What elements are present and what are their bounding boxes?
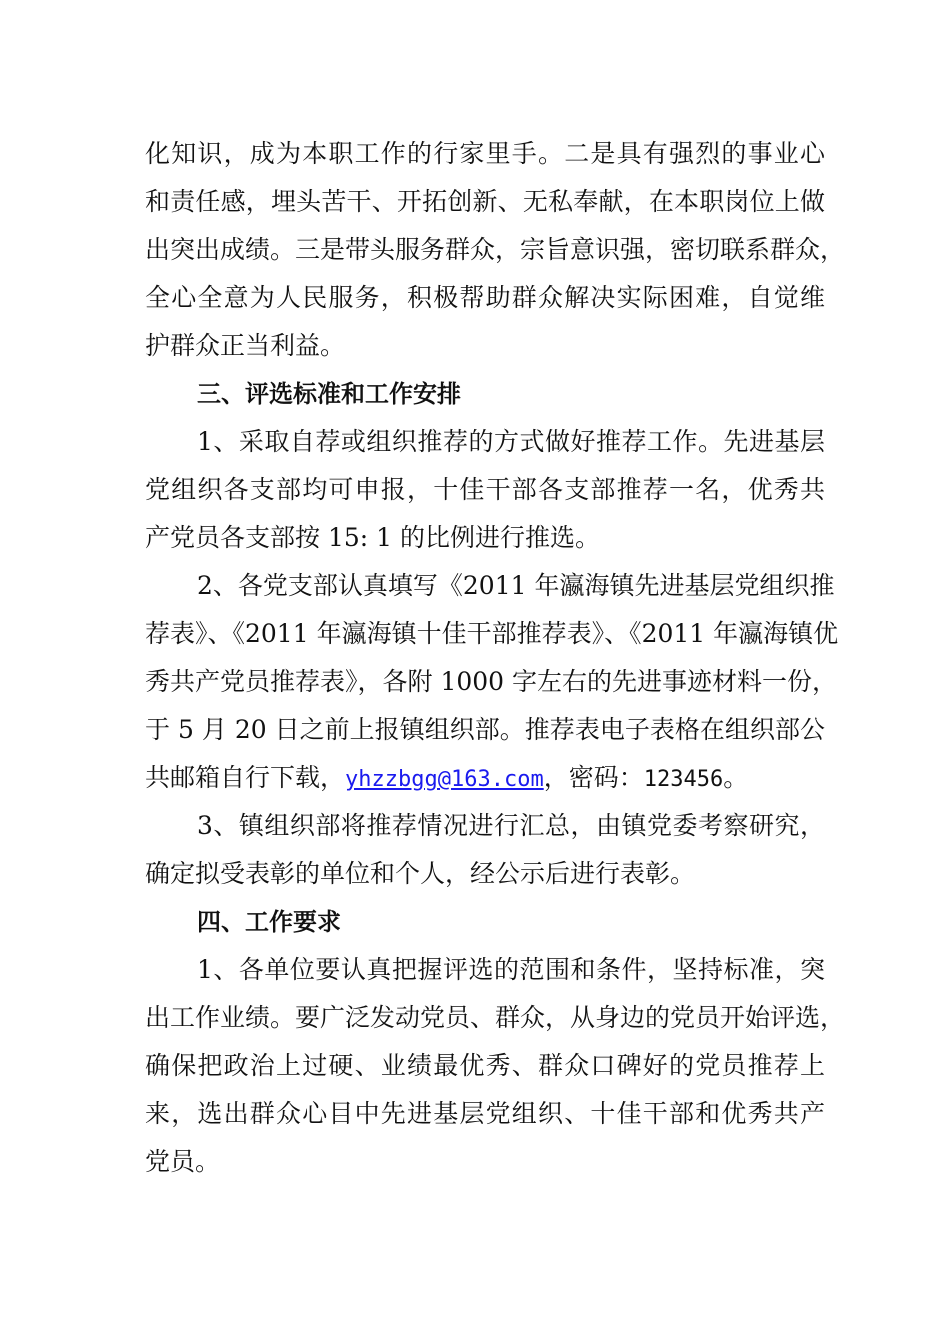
text-line: 3、镇组织部将推荐情况进行汇总，由镇党委考察研究，: [197, 811, 825, 840]
sentence-end: 。: [723, 763, 749, 792]
text-line: 全心全意为人民服务，积极帮助群众解决实际困难，自觉维: [145, 283, 825, 312]
text-line: 和责任感，埋头苦干、开拓创新、无私奉献，在本职岗位上做: [145, 187, 825, 216]
paragraph-item-3: [145, 802, 825, 898]
text-line: 2、各党支部认真填写《2011 年瀛海镇先进基层党组织推: [197, 571, 835, 600]
email-prefix-text: 共邮箱自行下载，: [145, 763, 346, 792]
text-line: 来，选出群众心目中先进基层党组织、十佳干部和优秀共产: [145, 1099, 825, 1128]
password-label: ，密码：: [543, 763, 644, 792]
password-value: 123456: [643, 767, 724, 792]
text-line: 化知识，成为本职工作的行家里手。二是具有强烈的事业心: [145, 139, 825, 168]
text-line: 护群众正当利益。: [145, 331, 346, 360]
text-line: 1、采取自荐或组织推荐的方式做好推荐工作。先进基层: [197, 427, 825, 456]
text-line: 党员。: [145, 1147, 221, 1176]
text-line: 产党员各支部按 15: 1 的比例进行推选。: [145, 523, 600, 552]
section-heading-4: 四、工作要求: [197, 908, 341, 936]
text-line: 1、各单位要认真把握评选的范围和条件，坚持标准，突: [197, 955, 825, 984]
text-line: 于 5 月 20 日之前上报镇组织部。推荐表电子表格在组织部公: [145, 715, 825, 744]
text-line-email: [145, 754, 825, 802]
email-link[interactable]: yhzzbgg@163.com: [345, 767, 544, 792]
document-body: [145, 130, 846, 1186]
paragraph-requirement-1: [145, 946, 846, 1186]
paragraph-item-1: [145, 418, 825, 562]
text-line: 党组织各支部均可申报，十佳干部各支部推荐一名，优秀共: [145, 475, 825, 504]
text-line: 秀共产党员推荐表》，各附 1000 字左右的先进事迹材料一份，: [145, 667, 838, 696]
text-line: 荐表》、《2011 年瀛海镇十佳干部推荐表》、《2011 年瀛海镇优: [145, 619, 839, 648]
paragraph-qualifications: [145, 130, 846, 370]
text-line: 确定拟受表彰的单位和个人，经公示后进行表彰。: [145, 859, 696, 888]
section-heading-3: 三、评选标准和工作安排: [197, 380, 461, 408]
text-line: 出突出成绩。三是带头服务群众，宗旨意识强，密切联系群众，: [145, 235, 846, 264]
paragraph-item-2: [145, 562, 839, 802]
text-line: 确保把政治上过硬、业绩最优秀、群众口碑好的党员推荐上: [145, 1051, 825, 1080]
text-line: 出工作业绩。要广泛发动党员、群众，从身边的党员开始评选，: [145, 1003, 846, 1032]
